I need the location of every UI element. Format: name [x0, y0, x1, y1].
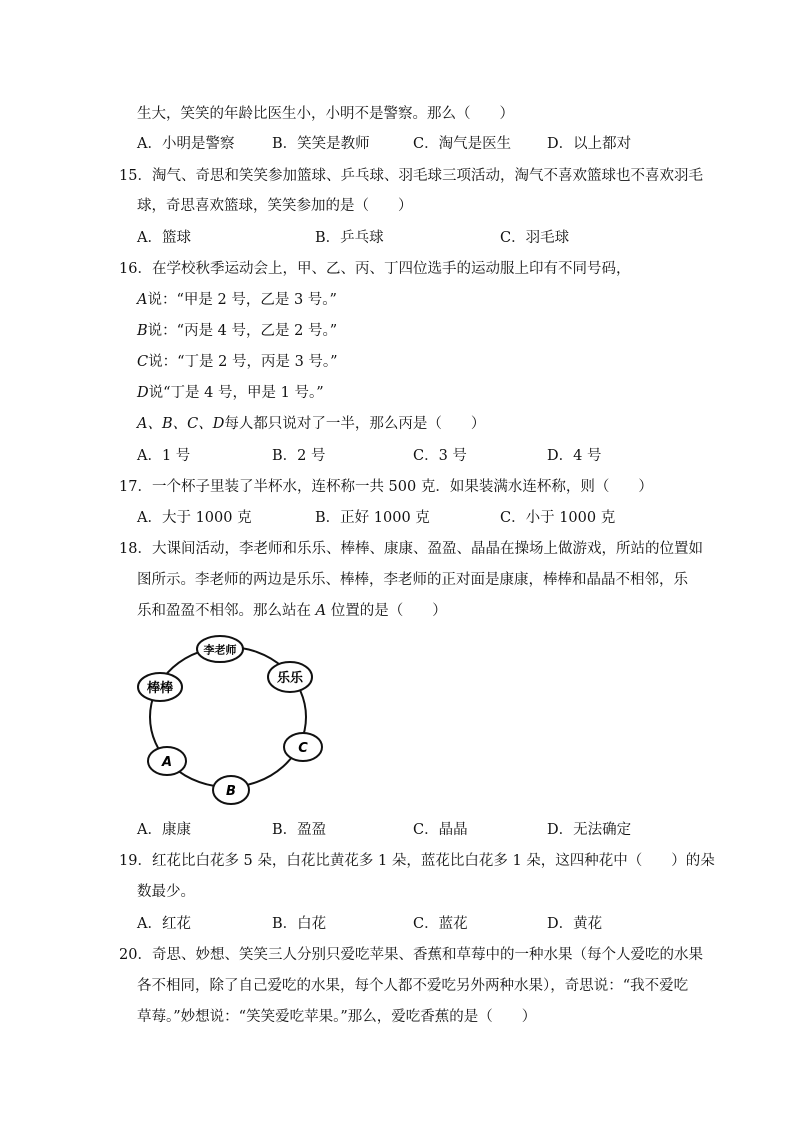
- q20-text-line3: 草莓。”妙想说：“笑笑爱吃苹果。”那么，爱吃香蕉的是（ ）: [137, 1009, 537, 1025]
- node-a: [148, 747, 186, 775]
- q20-text-line1: 20．奇思、妙想、笑笑三人分别只爱吃苹果、香蕉和草莓中的一种水果（每个人爱吃的水果: [119, 947, 703, 963]
- q16-statement-b: B说：“丙是 4 号，乙是 2 号。”: [137, 323, 338, 339]
- q14-option-a[interactable]: A．小明是警察: [137, 136, 235, 152]
- q15-option-a[interactable]: A．篮球: [137, 230, 191, 246]
- q16-summary: A、B、C、D每人都只说对了一半，那么丙是（ ）: [137, 416, 486, 432]
- q19-text-line1: 19．红花比白花多 5 朵，白花比黄花多 1 朵，蓝花比白花多 1 朵，这四种花中（ ）的朵: [119, 853, 715, 869]
- q19-option-d[interactable]: D．黄花: [547, 916, 603, 932]
- q15-text-line2: 球，奇思喜欢篮球，笑笑参加的是（ ）: [137, 198, 413, 214]
- node-lele: [268, 662, 312, 692]
- q18-option-a[interactable]: A．康康: [137, 822, 191, 838]
- q16-statement-c: C说：“丁是 2 号，丙是 3 号。”: [137, 354, 338, 370]
- q16-option-b[interactable]: B．2 号: [272, 448, 326, 464]
- q16-statement-d: D说“丁是 4 号，甲是 1 号。”: [137, 385, 324, 401]
- q14-option-c[interactable]: C．淘气是医生: [413, 136, 512, 152]
- q19-option-b[interactable]: B．白花: [272, 916, 327, 932]
- svg-text:C: C: [298, 741, 308, 756]
- q18-text-line2: 图所示。李老师的两边是乐乐、棒棒，李老师的正对面是康康，棒棒和晶晶不相邻，乐: [137, 572, 688, 588]
- q18-circle-diagram: [130, 632, 330, 810]
- q19-option-a[interactable]: A．红花: [137, 916, 191, 932]
- q16-statement-a: A说：“甲是 2 号，乙是 3 号。”: [137, 292, 337, 308]
- q16-option-c[interactable]: C．3 号: [413, 448, 467, 464]
- node-bangbang: [138, 673, 182, 701]
- svg-text:棒棒: 棒棒: [146, 681, 174, 696]
- q15-option-b[interactable]: B．乒乓球: [315, 230, 384, 246]
- q17-option-a[interactable]: A．大于 1000 克: [137, 510, 252, 526]
- q14-option-b[interactable]: B．笑笑是教师: [272, 136, 370, 152]
- q14-option-d[interactable]: D．以上都对: [547, 136, 632, 152]
- q18-option-d[interactable]: D．无法确定: [547, 822, 632, 838]
- q14-text: 生大，笑笑的年龄比医生小，小明不是警察。那么（ ）: [137, 106, 514, 122]
- q20-text-line2: 各不相同，除了自己爱吃的水果，每个人都不爱吃另外两种水果），奇思说：“我不爱吃: [137, 978, 689, 994]
- node-b: [213, 776, 249, 804]
- q18-option-c[interactable]: C．晶晶: [413, 822, 468, 838]
- node-c: [284, 733, 322, 761]
- q15-text-line1: 15．淘气、奇思和笑笑参加篮球、乒乓球、羽毛球三项活动，淘气不喜欢篮球也不喜欢羽毛: [119, 168, 703, 184]
- q18-option-b[interactable]: B．盈盈: [272, 822, 327, 838]
- svg-text:李老师: 李老师: [203, 643, 237, 657]
- q18-text-line3: 乐和盈盈不相邻。那么站在 A 位置的是（ ）: [137, 603, 447, 619]
- svg-text:乐乐: 乐乐: [276, 671, 304, 686]
- svg-text:B: B: [226, 784, 236, 799]
- q15-option-c[interactable]: C．羽毛球: [500, 230, 570, 246]
- q16-text-line1: 16．在学校秋季运动会上，甲、乙、丙、丁四位选手的运动服上印有不同号码，: [119, 261, 631, 277]
- q16-option-d[interactable]: D．4 号: [547, 448, 602, 464]
- node-teacher: [197, 636, 243, 662]
- q17-option-b[interactable]: B．正好 1000 克: [315, 510, 430, 526]
- q17-text: 17．一个杯子里装了半杯水，连杯称一共 500 克．如果装满水连杯称，则（ ）: [119, 479, 653, 495]
- q19-option-c[interactable]: C．蓝花: [413, 916, 468, 932]
- q19-text-line2: 数最少。: [137, 884, 195, 900]
- svg-text:A: A: [161, 755, 173, 770]
- q17-option-c[interactable]: C．小于 1000 克: [500, 510, 616, 526]
- q16-option-a[interactable]: A．1 号: [137, 448, 191, 464]
- q18-text-line1: 18．大课间活动，李老师和乐乐、棒棒、康康、盈盈、晶晶在操场上做游戏，所站的位置如: [119, 541, 703, 557]
